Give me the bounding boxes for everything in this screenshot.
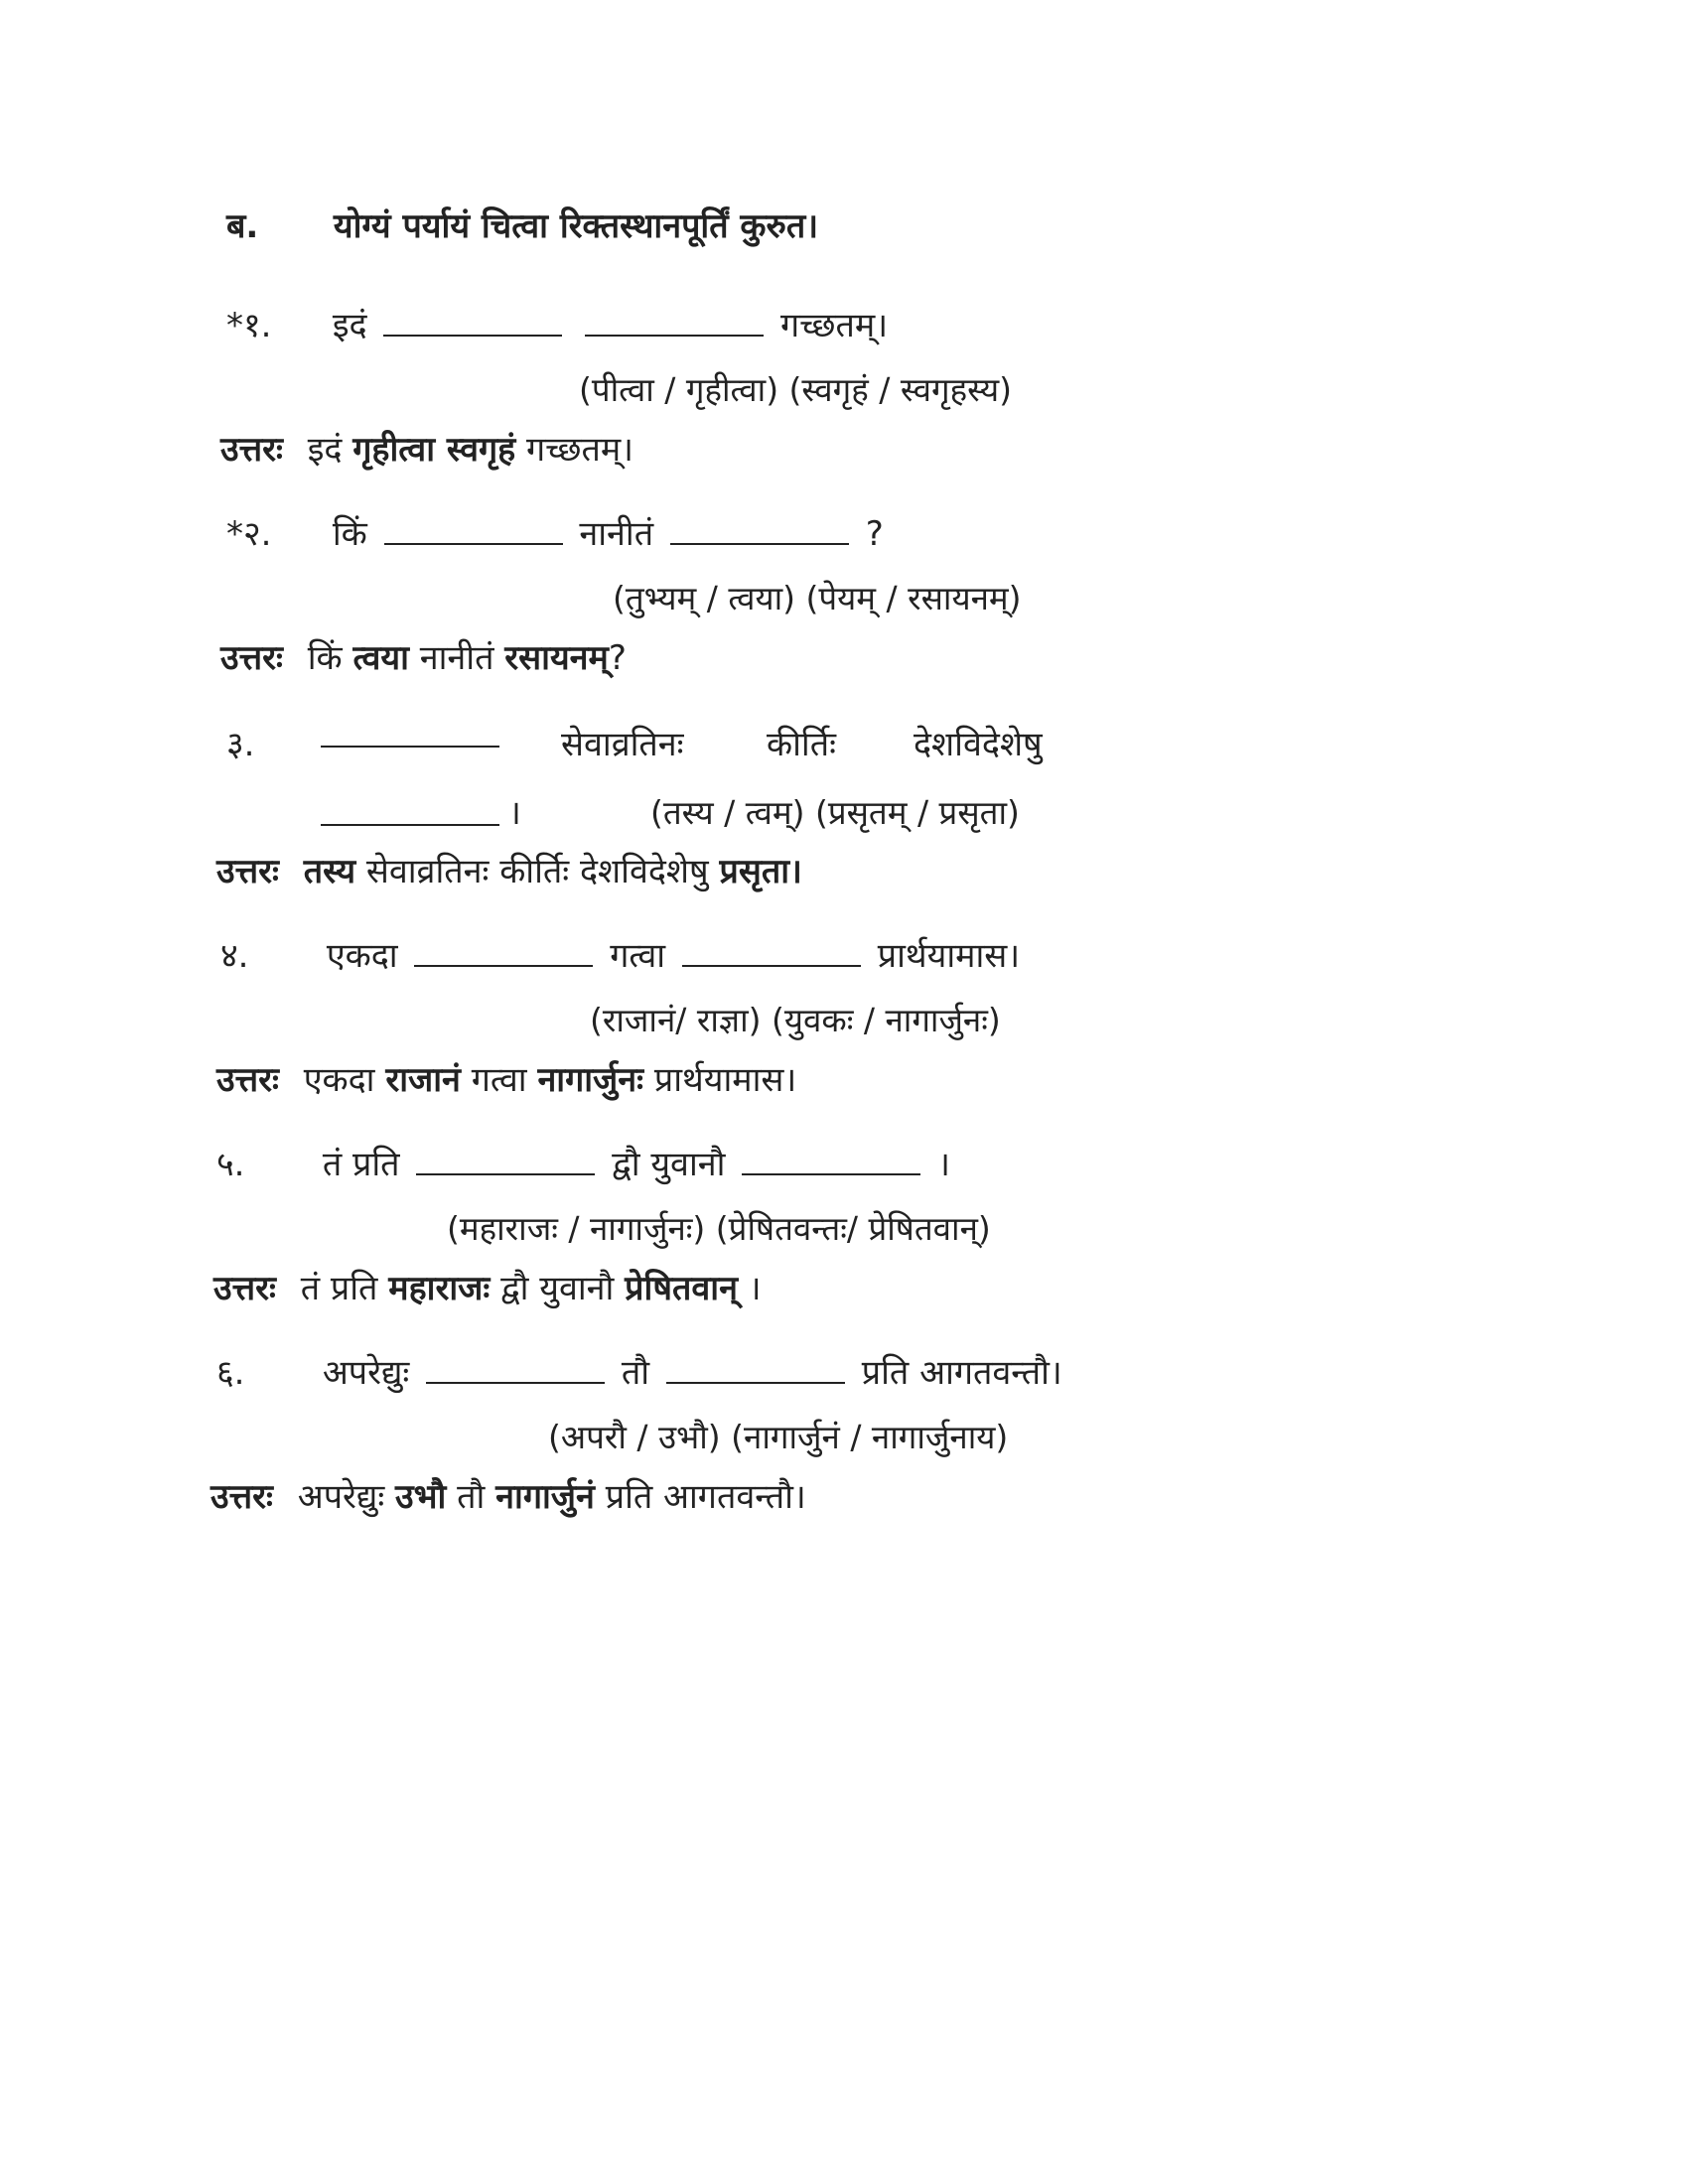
blank-line <box>384 511 563 545</box>
answer-5 <box>213 1266 762 1311</box>
blank-line <box>383 303 562 337</box>
question-4-options: (राजानं/ राज्ञा) (युवकः / नागार्जुनः) <box>590 1001 1001 1039</box>
blank-line <box>321 746 499 748</box>
question-text: गच्छतम्। <box>780 306 889 345</box>
question-text: तौ <box>621 1353 650 1393</box>
question-number: *१. <box>226 306 272 345</box>
question-text: तं प्रति <box>322 1145 400 1184</box>
question-1-options: (पीत्वा / गृहीत्वा) (स्वगृहं / स्वगृहस्य) <box>579 370 1012 409</box>
blank-line <box>585 303 764 337</box>
blank-line <box>321 824 499 826</box>
question-number: ६. <box>216 1353 245 1393</box>
question-number: *२. <box>226 514 272 554</box>
question-6 <box>216 1350 1062 1396</box>
answer-fill: प्रसृता। <box>719 852 802 891</box>
answer-6 <box>211 1474 806 1520</box>
answer-text: तं प्रति <box>300 1269 378 1308</box>
answer-fill: त्वया <box>352 638 409 678</box>
answer-label: उत्तरः <box>220 638 283 678</box>
answer-fill: उभौ <box>395 1477 447 1517</box>
question-number: ५. <box>216 1145 245 1184</box>
answer-label: उत्तरः <box>220 430 283 470</box>
question-5-options: (महाराजः / नागार्जुनः) (प्रेषितवन्तः/ प्रेषितवान्) <box>447 1209 991 1248</box>
answer-text: नानीतं <box>419 638 494 678</box>
question-3-options: (तस्य / त्वम्) (प्रसृतम् / प्रसृता) <box>650 793 1020 832</box>
question-text: । <box>508 793 521 833</box>
section-instruction: योग्यं पर्यायं चित्वा रिक्तस्थानपूर्तिं कुरुत। <box>333 206 819 246</box>
question-text: प्रति आगतवन्तौ। <box>861 1353 1062 1393</box>
answer-text: तौ <box>457 1477 486 1517</box>
question-text: प्रार्थयामास। <box>877 936 1021 976</box>
blank-line <box>666 1350 845 1384</box>
blank-line <box>416 1142 595 1175</box>
question-2-options: (तुभ्यम् / त्वया) (पेयम् / रसायनम्) <box>613 579 1022 617</box>
answer-fill: नागार्जुनं <box>495 1477 595 1517</box>
answer-fill: तस्य <box>303 852 356 891</box>
answer-label: उत्तरः <box>216 852 279 891</box>
question-6-options: (अपरौ / उभौ) (नागार्जुनं / नागार्जुनाय) <box>548 1418 1009 1456</box>
question-5 <box>216 1142 950 1187</box>
question-text: नानीतं <box>579 514 654 554</box>
answer-fill: गृहीत्वा स्वगृहं <box>352 430 516 470</box>
answer-text: अपरेद्युः <box>297 1477 385 1517</box>
section-letter: ब. <box>226 206 259 246</box>
answer-label: उत्तरः <box>211 1477 273 1517</box>
question-text: इदं <box>332 306 367 345</box>
blank-line <box>742 1142 920 1175</box>
question-1 <box>226 303 888 348</box>
blank-line <box>670 511 849 545</box>
question-text: ? <box>865 514 884 554</box>
answer-text: एकदा <box>303 1060 375 1100</box>
answer-text: गच्छतम्। <box>525 430 634 470</box>
question-text: । <box>937 1145 950 1184</box>
answer-text: ? <box>608 638 627 678</box>
answer-text: । <box>748 1269 762 1308</box>
blank-line <box>426 1350 605 1384</box>
blank-line <box>682 933 861 967</box>
section-heading <box>226 204 818 249</box>
question-text: देशविदेशेषु <box>914 725 1043 764</box>
question-2 <box>226 511 884 557</box>
question-text: एकदा <box>326 936 398 976</box>
answer-label: उत्तरः <box>213 1269 276 1308</box>
answer-4 <box>216 1057 796 1103</box>
answer-fill: प्रेषितवान् <box>625 1269 738 1308</box>
answer-text: द्वौ युवानौ <box>500 1269 615 1308</box>
answer-fill: महाराजः <box>388 1269 491 1308</box>
answer-label: उत्तरः <box>216 1060 279 1100</box>
question-text: सेवाव्रतिनः <box>561 725 684 764</box>
question-4 <box>220 933 1020 979</box>
answer-fill: रसायनम् <box>504 638 609 678</box>
question-number: ४. <box>220 936 249 976</box>
answer-text: प्रति आगतवन्तौ। <box>605 1477 806 1517</box>
answer-fill: नागार्जुनः <box>537 1060 644 1100</box>
question-text: कीर्तिः <box>767 725 836 764</box>
question-text: द्वौ युवानौ <box>612 1145 726 1184</box>
answer-text: इदं <box>307 430 343 470</box>
question-3-number: ३. <box>226 725 255 764</box>
answer-text: किं <box>307 638 343 678</box>
answer-3 <box>216 849 802 894</box>
answer-text: प्रार्थयामास। <box>653 1060 797 1100</box>
question-text: किं <box>332 514 367 554</box>
question-text: गत्वा <box>610 936 666 976</box>
answer-fill: राजानं <box>385 1060 461 1100</box>
answer-text: सेवाव्रतिनः कीर्तिः देशविदेशेषु <box>365 852 709 891</box>
answer-text: गत्वा <box>471 1060 527 1100</box>
blank-line <box>414 933 593 967</box>
answer-1 <box>220 427 633 473</box>
question-text: अपरेद्युः <box>322 1353 410 1393</box>
answer-2 <box>220 635 627 681</box>
